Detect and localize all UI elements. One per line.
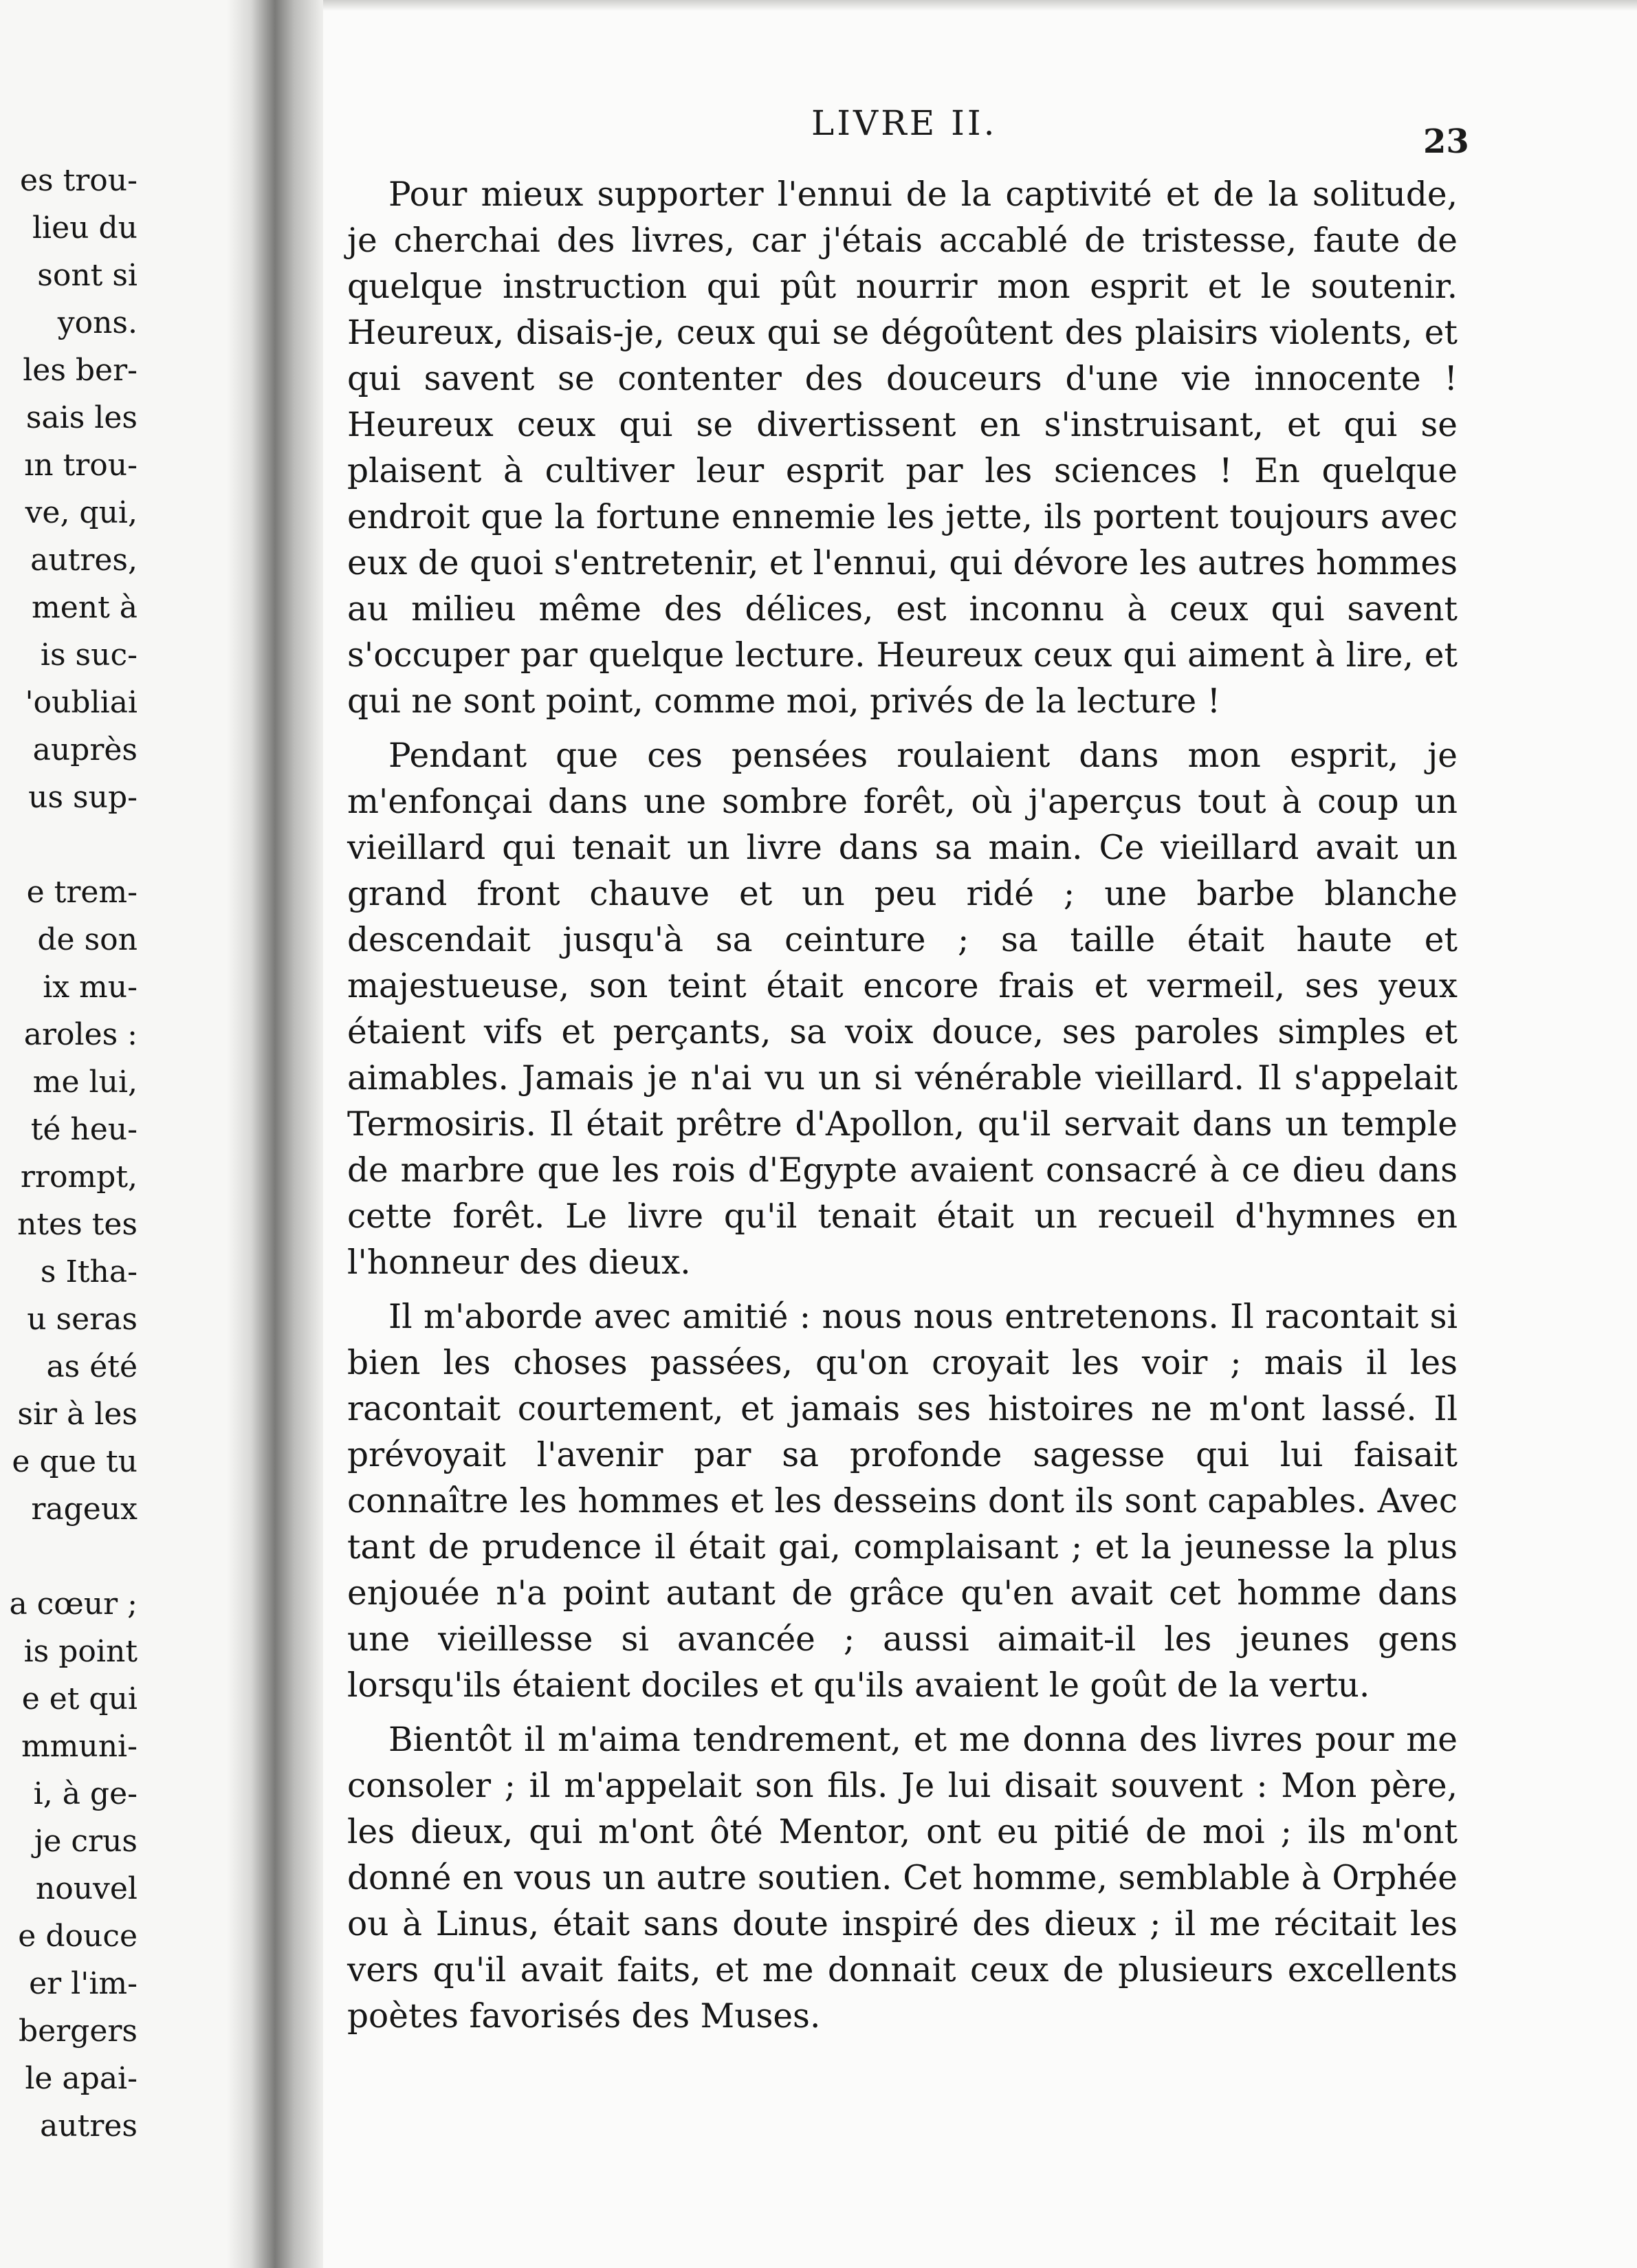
page-top-edge [323,0,1637,11]
left-page-line: s Itha- [40,1254,138,1289]
running-head: LIVRE II. [811,103,998,143]
paragraph-3 [347,1294,1458,1709]
left-page-line: ın trou- [24,448,138,483]
left-page-line: sir à les [17,1397,138,1432]
left-page-line: e douce [18,1919,138,1954]
left-page-line: lieu du [32,210,138,246]
left-page [0,0,227,2268]
paragraph-text: Bientôt il m'aima tendrement, et me donna des livres pour me consoler ; il m'appelait son fils. Je lui disait souvent : Mon père, les dieux, qui m'ont ôté Mentor, ont eu pitié de moi ; ils m'ont donné en vous un autre soutien. Cet homme, semblable à Orphée ou à Linus, était sans doute inspiré des dieux ; il me récitait les vers qu'il avait faits, et me donnait ceux de plusieurs excellents poètes favorisés des Muses. [347,1721,1458,2036]
left-page-line: ment à [32,590,138,625]
paragraph-1 [347,172,1458,725]
left-page-line: us sup- [28,780,138,815]
left-page-line: aroles : [23,1017,138,1052]
left-page-line: 'oubliai [25,685,138,720]
paragraph-text: Il m'aborde avec amitié : nous nous entretenons. Il racontait si bien les choses passées, qu'on croyait les voir ; mais il les racontait courtement, et jamais ses histoires ne m'ont lassé. Il prévoyait l'avenir par sa profonde sagesse qui lui faisait connaître les hommes et les desseins dont ils sont capables. Avec tant de prudence il était gai, complaisant ; et la jeunesse la plus enjouée n'a point autant de grâce qu'en avait cet homme dans une vieillesse si avancée ; aussi aimait-il les jeunes gens lorsqu'ils étaient dociles et qu'ils avaient le goût de la vertu. [347,1298,1458,1705]
left-page-line: bergers [18,2014,138,2049]
paragraph-4 [347,1717,1458,2040]
left-page-line [0,821,138,869]
left-page-line: té heu- [30,1112,138,1147]
left-page-line: rrompt, [20,1159,138,1195]
left-page-line: je crus [34,1824,138,1859]
body-text [347,172,1458,2048]
left-page-line: autres [40,2108,138,2144]
left-page-line: autres, [30,543,138,578]
left-page-line: de son [37,922,138,957]
left-page-line: yons. [57,305,138,340]
left-page-line: me lui, [32,1065,138,1100]
left-page-line: sont si [37,258,138,293]
paragraph-text: Pendant que ces pensées roulaient dans mon esprit, je m'enfonçai dans une sombre forêt, où j'aperçus tout à coup un vieillard qui tenait un livre dans sa main. Ce vieillard avait un grand front chauve et un peu ridé ; une barbe blanche descendait jusqu'à sa ceinture ; sa taille était haute et majestueuse, son teint était encore frais et vermeil, ses yeux étaient vifs et perçants, sa voix douce, ses paroles simples et aimables. Jamais je n'ai vu un si vénérable vieillard. Il s'appelait Termosiris. Il était prêtre d'Apollon, qu'il servait dans un temple de marbre que les rois d'Egypte avaient consacré à ce dieu dans cette forêt. Le livre qu'il tenait était un recueil d'hymnes en l'honneur des dieux. [347,737,1458,1282]
left-page-line [0,1533,138,1580]
left-page-line: ve, qui, [25,495,138,530]
left-page-line: as été [46,1349,138,1384]
left-page-line: is point [23,1634,138,1669]
left-page-line: i, à ge- [33,1776,138,1811]
left-page-line: les ber- [23,353,138,388]
left-page-line: ix mu- [43,970,138,1005]
left-page-line: rageux [31,1492,138,1527]
paragraph-2 [347,733,1458,1286]
left-page-line: le apai- [25,2061,138,2096]
left-page-line: e et qui [21,1681,138,1716]
left-page-line: is suc- [40,637,138,673]
left-page-line: es trou- [19,163,138,198]
paragraph-text: Pour mieux supporter l'ennui de la captivité et de la solitude, je cherchai des livres, car j'étais accablé de tristesse, faute de quelque instruction qui pût nourrir mon esprit et le soutenir. Heureux, disais-je, ceux qui se dégoûtent des plaisirs violents, et qui savent se contenter des douceurs d'une vie innocente ! Heureux ceux qui se divertissent en s'instruisant, et qui se plaisent à cultiver leur esprit par les sciences ! En quelque endroit que la fortune ennemie les jette, ils portent toujours avec eux de quoi s'entretenir, et l'ennui, qui dévore les autres hommes au milieu même des délices, est inconnu à ceux qui savent s'occuper par quelque lecture. Heureux ceux qui aiment à lire, et qui ne sont point, comme moi, privés de la lecture ! [347,175,1458,721]
left-page-line: a cœur ; [9,1586,138,1622]
book-gutter [227,0,323,2268]
left-page-line: nouvel [35,1871,138,1906]
left-page-line: auprès [32,732,138,767]
left-page-line: e trem- [26,875,138,910]
page-number: 23 [1423,122,1469,161]
left-page-line: sais les [25,400,138,435]
left-page-line: e que tu [12,1444,138,1479]
left-page-line: u seras [27,1302,138,1337]
left-page-text [0,157,138,2150]
left-page-line: er l'im- [29,1966,138,2001]
left-page-line: ntes tes [17,1207,138,1242]
left-page-line: mmuni- [21,1729,138,1764]
